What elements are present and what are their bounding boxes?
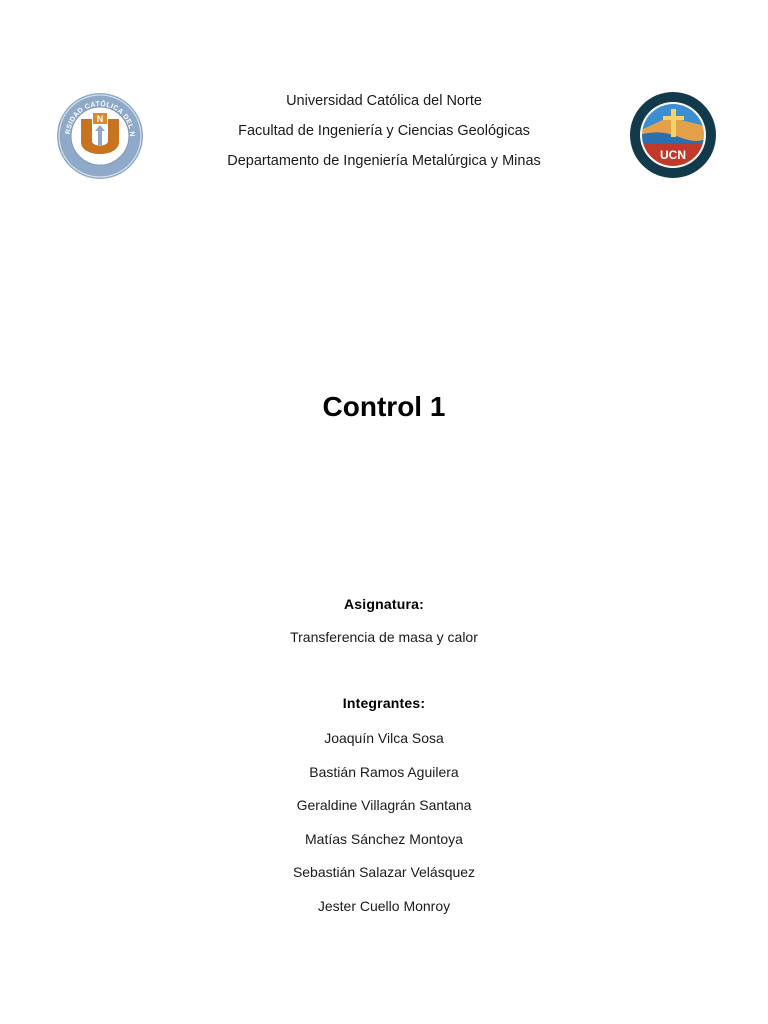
list-item: Matías Sánchez Montoya — [305, 830, 463, 847]
university-name: Universidad Católica del Norte — [286, 93, 482, 109]
list-item: Geraldine Villagrán Santana — [296, 797, 472, 813]
department-name: Departamento de Ingeniería Metalúrgica y Minas — [227, 153, 541, 169]
subject-label: Asignatura: — [344, 596, 424, 612]
members-list — [0, 729, 768, 930]
list-item: Jester Cuello Monroy — [317, 897, 451, 914]
members-label: Integrantes: — [342, 695, 426, 711]
svg-text:UCN: UCN — [660, 148, 686, 162]
ucn-emblem-icon — [629, 91, 717, 179]
faculty-name: Facultad de Ingeniería y Ciencias Geológicas — [238, 123, 530, 139]
svg-text:CHILE: CHILE — [89, 158, 111, 167]
ucn-logo — [629, 91, 717, 179]
subject-value: Transferencia de masa y calor — [290, 629, 478, 645]
list-item: Sebastián Salazar Velásquez — [292, 864, 476, 880]
list-item: Joaquín Vilca Sosa — [324, 730, 444, 746]
page-title: Control 1 — [322, 391, 446, 422]
list-item: Bastián Ramos Aguilera — [309, 763, 459, 780]
svg-text:N: N — [96, 114, 104, 124]
svg-text:UNIVERSIDAD CATÓLICA DEL NORTE: RSIDAD CATÓLICA DEL N — [64, 100, 136, 137]
